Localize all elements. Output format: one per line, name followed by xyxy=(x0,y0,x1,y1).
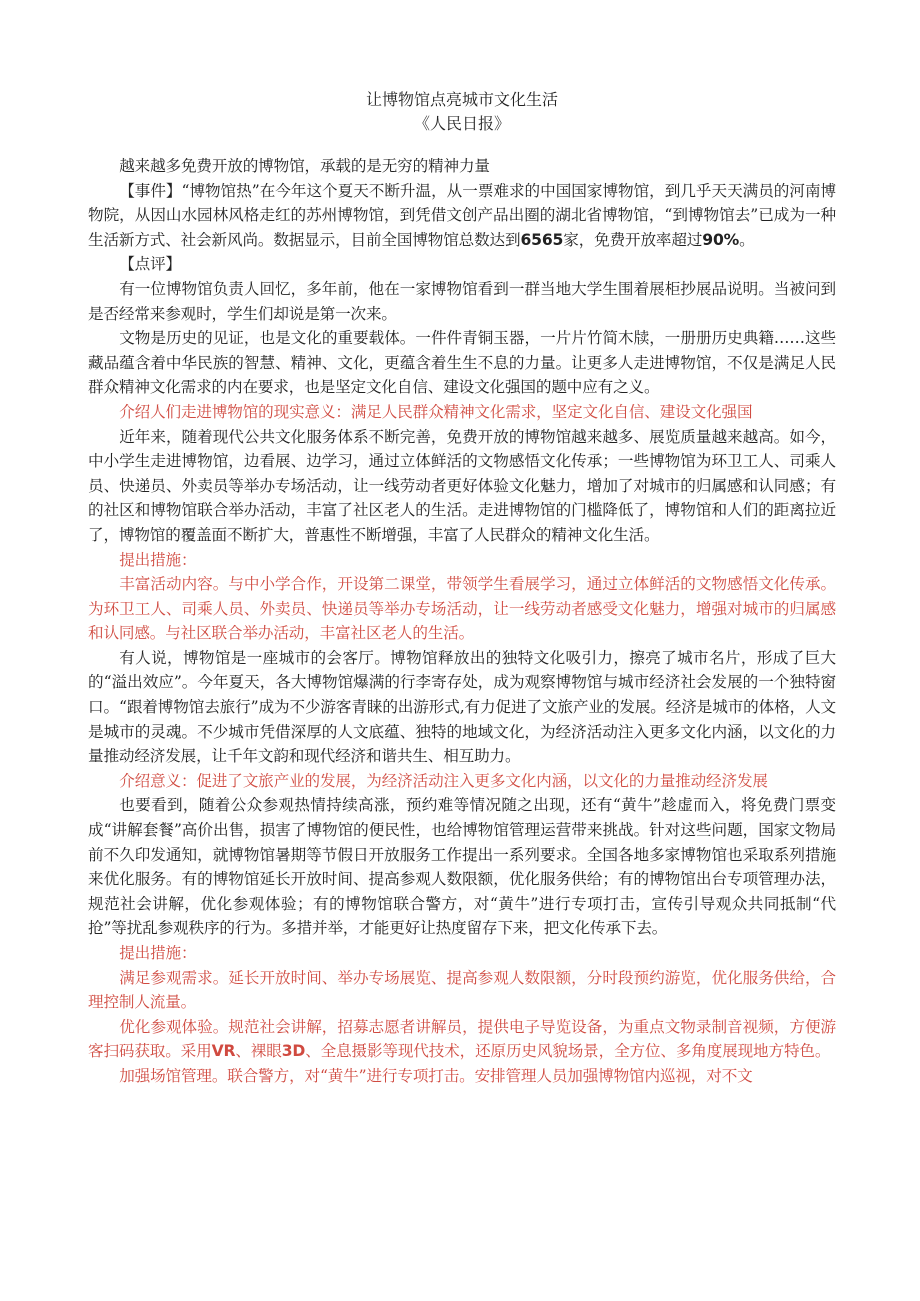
challenge-paragraph: 也要看到，随着公众参观热情持续高涨，预约难等情况随之出现，还有“黄牛”趁虚而入，将免费门票变成“讲解套餐”高价出售，损害了博物馆的便民性，也给博物馆管理运营带来挑战。针对这些问题，国家文物局前不久印发通知，就博物馆暑期等节假日开放服务工作提出一系列要求。全国各地多家博物馆也采取系列措施来优化服务。有的博物馆延长开放时间、提高参观人数限额，优化服务供给；有的博物馆出台专项管理办法，规范社会讲解，优化参观体验；有的博物馆联合警方，对“黄牛”进行专项打击，宣传引导观众共同抵制“代抢”等扰乱参观秩序的行为。多措并举，才能更好让热度留存下来，把文化传承下去。 xyxy=(88,796,836,938)
article-title: 让博物馆点亮城市文化生活 xyxy=(365,90,558,109)
event-text-2: 家，免费开放率超过 xyxy=(563,230,703,249)
measures-note-demand: 满足参观需求。延长开放时间、举办专场展览、提高参观人数限额，分时段预约游览，优化服务供给，合理控制人流量。 xyxy=(88,968,836,1012)
document-page xyxy=(88,88,836,1089)
article-subtitle: 越来越多免费开放的博物馆，承载的是无穷的精神力量 xyxy=(119,157,490,175)
parlor-paragraph: 有人说，博物馆是一座城市的会客厅。博物馆释放出的独特文化吸引力，擦亮了城市名片，形成了巨大的“溢出效应”。今年夏天，各大博物馆爆满的行李寄存处，成为观察博物馆与城市经济社会发展的一个独特窗口。“跟着博物馆去旅行”成为不少游客青睐的出游形式,有力促进了文旅产业的发展。经济是城市的体格，人文是城市的灵魂。不少城市凭借深厚的人文底蕴、独特的地域文化，为经济活动注入更多文化内涵，以文化的力量推动经济发展，让千年文韵和现代经济和谐共生、相互助力。 xyxy=(88,648,836,766)
significance-note-2: 介绍意义：促进了文旅产业的发展，为经济活动注入更多文化内涵，以文化的力量推动经济发展 xyxy=(119,771,768,790)
measures-note-management: 加强场馆管理。联合警方，对“黄牛”进行专项打击。安排管理人员加强博物馆内巡视，对不文 xyxy=(119,1066,753,1085)
experience-text-2: 、裸眼 xyxy=(235,1042,282,1061)
event-text-1: 【事件】“博物馆热”在今年这个夏天不断升温，从一票难求的中国国家博物馆，到几乎天天满员的河南博物院，从因山水园林风格走红的苏州博物馆，到凭借文创产品出圈的湖北省博物馆，“到博物馆去”已成为一种生活新方式、社会新风尚。数据显示，目前全国博物馆总数达到 xyxy=(88,181,836,249)
3d-term: 3D xyxy=(281,1042,306,1061)
event-paragraph xyxy=(88,179,836,253)
measures-note-experience xyxy=(88,1015,836,1064)
vr-term: VR xyxy=(211,1042,236,1061)
measures-note-activities: 丰富活动内容。与中小学合作，开设第二课堂，带领学生看展学习，通过立体鲜活的文物感悟文化传承。为环卫工人、司乘人员、外卖员、快递员等举办专场活动，让一线劳动者感受文化魅力，增强对城市的归属感和认同感。与社区联合举办活动，丰富社区老人的生活。 xyxy=(88,575,836,643)
recent-years-paragraph: 近年来，随着现代公共文化服务体系不断完善，免费开放的博物馆越来越多、展览质量越来越高。如今，中小学生走进博物馆，边看展、边学习，通过立体鲜活的文物感悟文化传承；一些博物馆为环卫工人、司乘人员、快递员、外卖员等举办专场活动，让一线劳动者更好体验文化魅力，增加了对城市的归属感和认同感；有的社区和博物馆联合举办活动，丰富了社区老人的生活。走进博物馆的门槛降低了，博物馆和人们的距离拉近了，博物馆的覆盖面不断扩大，普惠性不断增强，丰富了人民群众的精神文化生活。 xyxy=(88,427,836,544)
story-paragraph: 有一位博物馆负责人回忆，多年前，他在一家博物馆看到一群当地大学生围着展柜抄展品说明。当被问到是否经常来参观时，学生们却说是第一次来。 xyxy=(88,279,836,323)
significance-note: 介绍人们走进博物馆的现实意义：满足人民群众精神文化需求，坚定文化自信、建设文化强国 xyxy=(119,402,753,421)
article-source: 《人民日报》 xyxy=(413,114,510,133)
experience-text-1: 优化参观体验。规范社会讲解，招募志愿者讲解员，提供电子导览设备，为重点文物录制音视频，方便游客扫码获取。采用 xyxy=(88,1017,836,1061)
free-open-rate: 90% xyxy=(702,230,740,249)
measures-label-2: 提出措施： xyxy=(119,944,197,962)
relics-paragraph: 文物是历史的见证，也是文化的重要载体。一件件青铜玉器，一片片竹简木牍，一册册历史典籍……这些藏品蕴含着中华民族的智慧、精神、文化，更蕴含着生生不息的力量。让更多人走进博物馆，不仅是满足人民群众精神文化需求的内在要求，也是坚定文化自信、建设文化强国的题中应有之义。 xyxy=(88,329,836,397)
article-body xyxy=(88,154,836,1089)
experience-text-3: 、全息摄影等现代技术，还原历史风貌场景，全方位、多角度展现地方特色。 xyxy=(305,1042,831,1061)
event-text-3: 。 xyxy=(739,230,755,249)
museum-total-number: 6565 xyxy=(520,230,564,249)
comment-label: 【点评】 xyxy=(119,255,181,274)
measures-label-1: 提出措施： xyxy=(119,550,197,569)
